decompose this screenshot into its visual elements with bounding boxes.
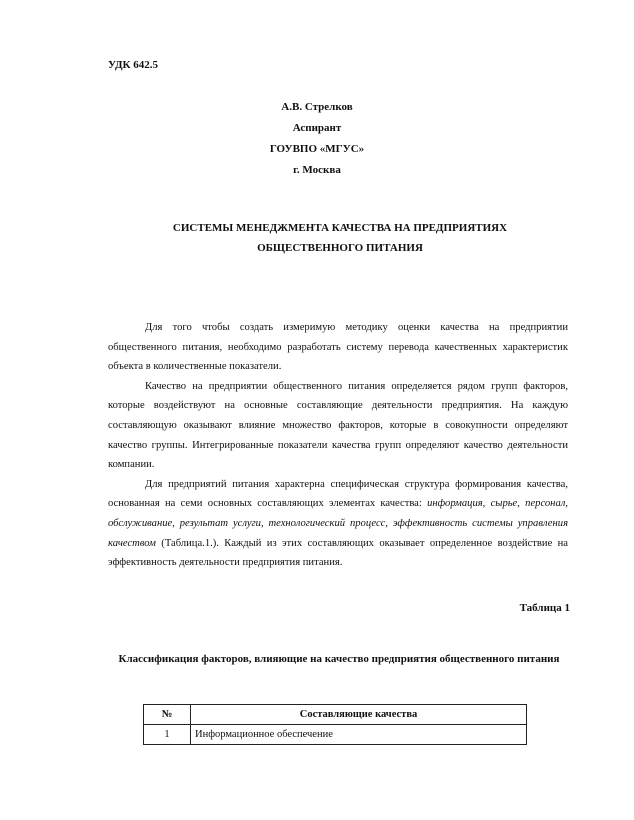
author-name: А.В. Стрелков [281,101,353,113]
table-header-row [144,705,527,725]
row-component: Информационное обеспечение [191,725,527,745]
title-line-2: ОБЩЕСТВЕННОГО ПИТАНИЯ [257,242,423,254]
paragraph-3 [108,475,568,573]
author-position: Аспирант [292,122,342,134]
author-block [0,97,634,181]
column-header-number: № [144,705,191,725]
udk-code: УДК 642.5 [108,59,159,71]
article-body [108,318,568,573]
paragraph-3-start: Для предприятий питания характерна специфическая структура формирования качества, основанная на семи основных составляющих элементах качества: [108,478,568,510]
author-organization: ГОУВПО «МГУС» [269,143,365,155]
row-number: 1 [144,725,191,745]
table-label: Таблица 1 [519,602,570,614]
column-header-component: Составляющие качества [191,705,527,725]
paragraph-2: Качество на предприятии общественного питания определяется рядом групп факторов, которые воздействуют на основные составляющие деятельности предприятия. На каждую составляющую оказывают влияние множество факторов, которые в совокупности определяют качество группы. Интегрированные показатели качества групп определяют качество деятельности компании. [108,380,568,471]
title-line-1: СИСТЕМЫ МЕНЕДЖМЕНТА КАЧЕСТВА НА ПРЕДПРИЯТИЯХ [172,222,508,234]
article-title [108,218,572,258]
paragraph-3-end: (Таблица.1.). Каждый из этих составляющих оказывает определенное воздействие на эффективность деятельности предприятия питания. [108,537,568,569]
table-row [144,725,527,745]
quality-components-table [143,704,527,745]
author-city: г. Москва [293,164,341,176]
table-caption: Классификация факторов, влияющие на качество предприятия общественного питания [118,653,560,665]
paragraph-1: Для того чтобы создать измеримую методику оценки качества на предприятии общественного питания, необходимо разработать систему перевода качественных характеристик объекта в количественные показатели. [108,322,568,373]
quality-elements-list: информация, сырье, персонал, обслуживание, результат услуги, технологический процесс, эффективность системы управления качеством [108,498,569,549]
